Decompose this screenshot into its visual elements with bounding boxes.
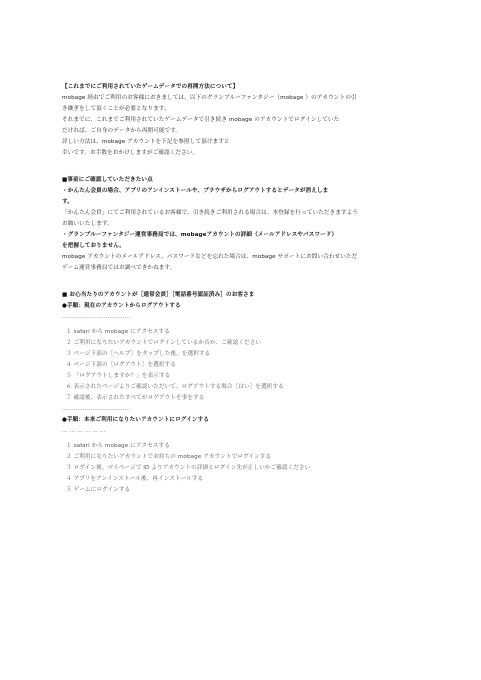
step1-item: ４ ページ下部の［ログアウト］を選択する <box>66 362 176 368</box>
transfer-line: それまでに、これまでご利用されていたゲームデータで引き続き mobage のアカウントでログインしていた <box>62 117 340 123</box>
notes-item: す。 <box>62 199 73 205</box>
document-body <box>62 82 432 496</box>
transfer-line: だければ、ご自身のデータから再開可能です。 <box>62 128 182 134</box>
step2-item: １ safari から mobage にアクセスする <box>66 443 170 449</box>
transfer-line: 幸いです。お手数をおかけしますがご確認ください。 <box>62 150 199 156</box>
step2-separator: … … … … … … <box>62 428 106 434</box>
notes-item: ・グランブルーファンタジー運営事務局では、mobageアカウントの詳細（メールアドレスやパスワード） <box>62 232 338 238</box>
procedure-heading: ■ お心当たりのアカウントが［通常会員］［電話番号認証済み］のお客さま <box>62 292 255 298</box>
notes-item: お願いいたします。 <box>62 221 113 227</box>
notes-item: ゲーム運営事務局ではお調べできかねます。 <box>62 265 176 271</box>
step2-title: ●手順：本来ご利用になりたいアカウントにログインする <box>62 417 209 423</box>
transfer-line: 詳しい方法は、mobage アカウントを下記を参照して頂けますと <box>62 139 230 145</box>
notes-item: mobage アカウントのメールアドレス、パスワードなどを忘れた場合は、mobage サポートにお問い合わせいただ <box>62 254 358 260</box>
transfer-line: mobage 経由でご利用のお客様におきましては、以下のグランブルーファンタジー（mobage ）のアカウントの引 <box>62 95 357 101</box>
step1-item: ５ 「ログアウトしますか？」を表示する <box>66 373 171 379</box>
transfer-line: き継ぎをして頂くことが必要となります。 <box>62 106 170 112</box>
step1-title: ●手順：現在のアカウントからログアウトする <box>62 303 181 309</box>
step2-item: ２ ご利用になりたいアカウントでお持ちの mobage アカウントでログインする <box>66 454 272 460</box>
step1-separator-end: ……………………………… <box>62 406 131 412</box>
notes-item: 「かんたん会員」にてご利用されているお客様で、引き続きご利用される場合は、本登録を行っていただきますよう <box>62 210 358 216</box>
step1-item: ３ ページ下部の［ヘルプ］をタップした後、を選択する <box>66 351 211 357</box>
step1-item: ２ ご利用になりたいアカウントでログインしているか否か、ご確認ください <box>66 340 262 346</box>
step2-item: ３ ログイン後、マイページで ID よりアカウントの詳細とログイン先が正しいかご確認ください <box>66 465 311 471</box>
step1-item: ６ 表示されたページよりご確認いただいて、ログアウトする場合［はい］を選択する <box>66 384 284 390</box>
step2-item: ４ アプリをアンインストール後、再インストールする <box>66 476 204 482</box>
step1-item: ７ 確認後、表示されたすべてがログアウトを事をする <box>66 395 205 401</box>
step1-item: １ safari から mobage にアクセスする <box>66 329 170 335</box>
notes-item: ・かんたん会員の場合、アプリのアンインストールや、ブラウザからログアウトするとデータが消えしま <box>62 188 329 194</box>
notes-item: を把握しておりません。 <box>62 243 125 249</box>
step2-item: ５ ゲームにログインする <box>66 487 131 493</box>
transfer-heading: 【これまでにご利用されていたゲームデータでの再開方法について】 <box>62 84 239 90</box>
notes-heading: ■事前にご確認していただきたい点 <box>62 177 153 183</box>
step1-separator: ……………………………… <box>62 314 131 320</box>
